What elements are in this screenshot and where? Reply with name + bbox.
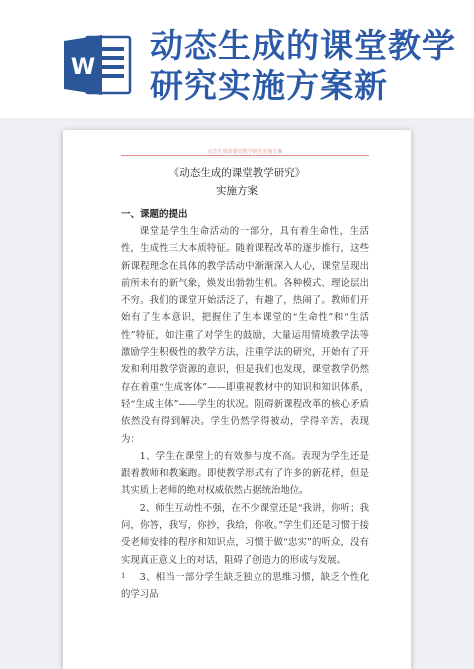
header-note: 动态生成的课堂教学研究实施方案 (207, 149, 283, 155)
body-text (121, 223, 369, 604)
document-title: 《动态生成的课堂教学研究》 (168, 167, 306, 179)
document-subtitle: 实施方案 (216, 185, 258, 197)
section-heading: 一、课题的提出 (121, 209, 188, 220)
banner (0, 0, 474, 118)
paragraph: 3、相当一部分学生缺乏独立的思维习惯，缺乏个性化的学习品 (121, 571, 369, 601)
paragraph: 2、师生互动性不强，在不少课堂还是“我讲，你听；我问，你答，我写，你抄，我给，你收。”学生们还是习惯于接受老师安排的程序和知识点，习惯于做“忠实”的听众，没有实现真正意义上的对话，阻碍了创造力的形成与发展。 (121, 502, 369, 566)
word-logo-letter: W (70, 55, 96, 80)
page-number: 1 (121, 572, 126, 580)
word-icon (62, 31, 134, 99)
paragraph: 课堂是学生生命活动的一部分，具有着生命性，生活性，生成性三大本质特征。随着课程改革的逐步推行，这些新课程理念在具体的教学活动中渐渐深入人心，课堂呈现出前所未有的新气象，焕发出勃勃生机。各种模式、理论层出不穷。我们的课堂开始活泛了，有趣了，热闹了。教师们开始有了生本意识，把握住了生本课堂的“生命性”和“生活性”特征，如注重了对学生的鼓励，大量运用情境教学法等激励学生积极性的教学方法，注重学法的研究，开始有了开发和利用教学资源的意识，但是我们也发现，课堂教学仍然存在着重“生成客体”——即重视教材中的知识和知识体系，轻“生成主体”——学生的状况。阻碍新课程改革的核心矛盾依然没有得到解决。学生仍然学得被动，学得辛苦，表现为： (121, 226, 369, 445)
document-page (63, 130, 411, 669)
banner-title: 动态生成的课堂教学研究实施方案新 (150, 26, 456, 105)
header-rule (121, 155, 369, 156)
paragraph: 1、学生在课堂上的有效参与度不高。表现为学生还是跟着教师和教案跑。即使教学形式有了许多的新花样，但是其实质上老师的绝对权威依然占据统治地位。 (121, 450, 369, 497)
